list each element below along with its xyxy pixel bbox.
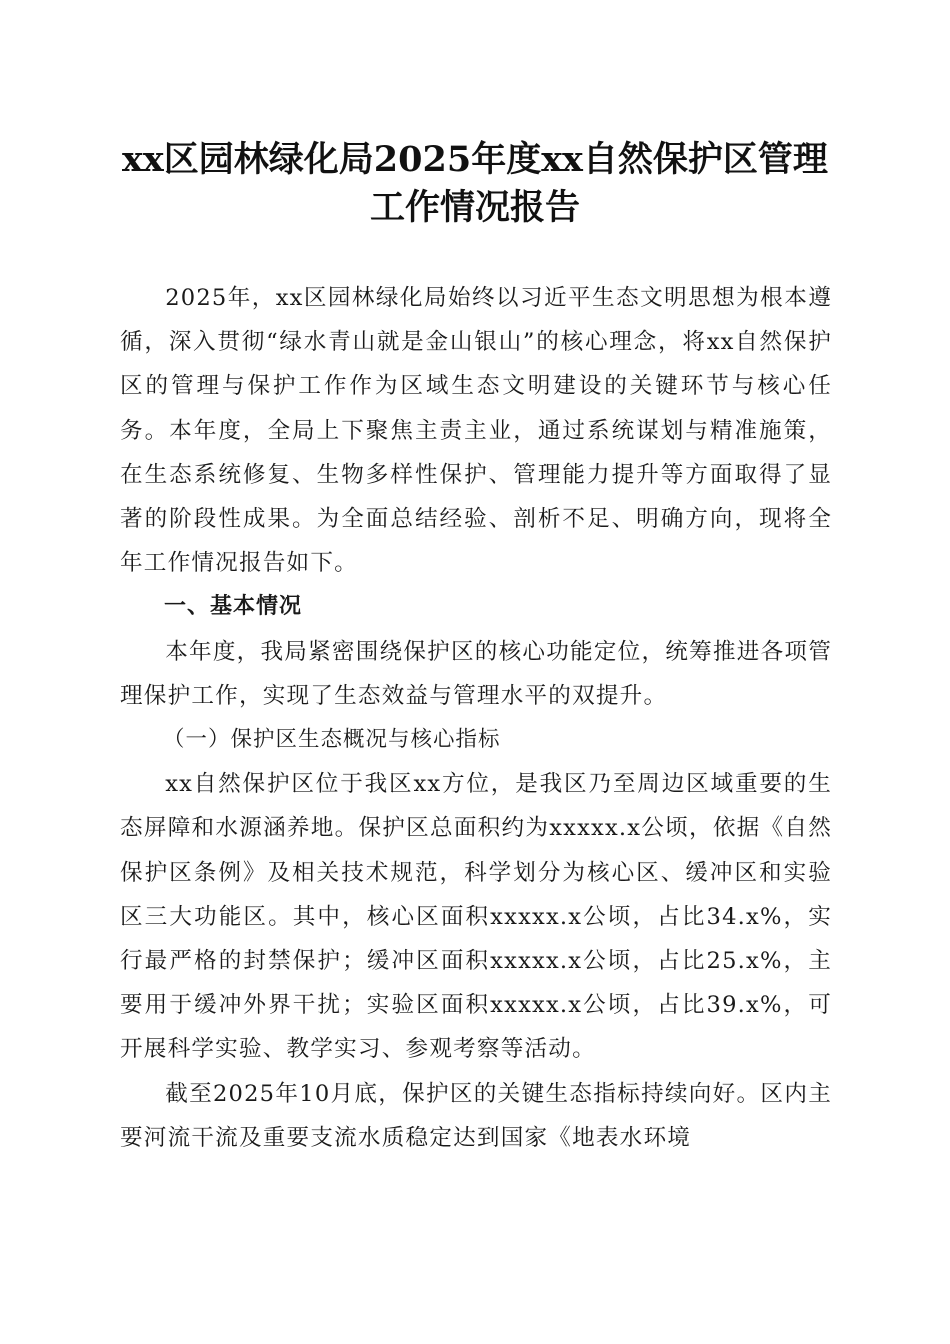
subsection-paragraph-indicators: 截至2025年10月底，保护区的关键生态指标持续向好。区内主要河流干流及重要支流水质稳定达到国家《地表水环境	[120, 1080, 832, 1151]
intro-paragraph: 2025年，xx区园林绿化局始终以习近平生态文明思想为根本遵循，深入贯彻“绿水青山就是金山银山”的核心理念，将xx自然保护区的管理与保护工作作为区域生态文明建设的关键环节与核心任务。本年度，全局上下聚焦主责主业，通过系统谋划与精准施策，在生态系统修复、生物多样性保护、管理能力提升等方面取得了显著的阶段性成果。为全面总结经验、剖析不足、明确方向，现将全年工作情况报告如下。	[120, 285, 832, 577]
title-line-2: 工作情况报告	[369, 187, 580, 228]
section-paragraph: 本年度，我局紧密围绕保护区的核心功能定位，统筹推进各项管理保护工作，实现了生态效益与管理水平的双提升。	[120, 638, 832, 709]
document-body	[120, 276, 832, 1160]
subsection-heading-ecology-overview: （一）保护区生态概况与核心指标	[163, 727, 501, 753]
subsection-paragraph-area: xx自然保护区位于我区xx方位，是我区乃至周边区域重要的生态屏障和水源涵养地。保护区总面积约为xxxxx.x公顷，依据《自然保护区条例》及相关技术规范，科学划分为核心区、缓冲区和实验区三大功能区。其中，核心区面积xxxxx.x公顷，占比34.x%，实行最严格的封禁保护；缓冲区面积xxxxx.x公顷，占比25.x%，主要用于缓冲外界干扰；实验区面积xxxxx.x公顷，占比39.x%，可开展科学实验、教学实习、参观考察等活动。	[120, 771, 832, 1063]
section-heading-basic-situation: 一、基本情况	[164, 594, 303, 620]
document-title	[110, 136, 840, 232]
title-line-1: xx区园林绿化局2025年度xx自然保护区管理	[122, 139, 828, 180]
